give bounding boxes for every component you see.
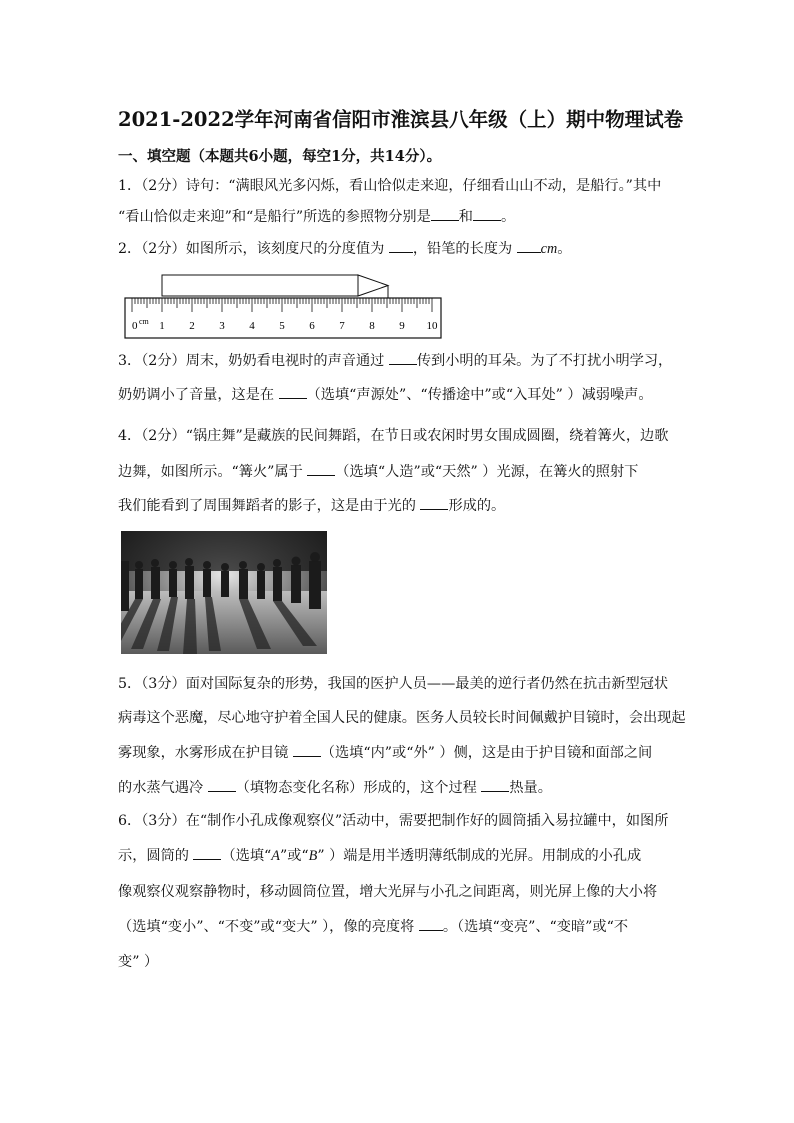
ruler-label: 4 bbox=[249, 320, 255, 332]
q5-line-4: 的水蒸气遇冷 （填物态变化名称）形成的，这个过程 热量。 bbox=[118, 780, 552, 796]
q4-line-1: 4．（2分）“锅庄舞”是藏族的民间舞蹈，在节日或农闲时男女围成圆圈，绕着篝火，边歌 bbox=[118, 428, 669, 444]
answer-blank bbox=[279, 386, 307, 399]
answer-blank bbox=[481, 779, 509, 792]
q4-line-3: 我们能看到了周围舞蹈者的影子，这是由于光的 形成的。 bbox=[118, 498, 506, 514]
q6-line-5: 变” ） bbox=[118, 954, 159, 970]
bonfire-dance-photo bbox=[121, 531, 327, 654]
ruler-label: 1 bbox=[159, 320, 165, 332]
ruler-body bbox=[125, 298, 441, 338]
ruler-pencil-figure bbox=[124, 268, 444, 340]
answer-blank bbox=[293, 744, 321, 757]
q6-line-1: 6．（3分）在“制作小孔成像观察仪”活动中，需要把制作好的圆筒插入易拉罐中，如图所 bbox=[118, 813, 669, 829]
ruler-label: 0 bbox=[132, 320, 138, 332]
q6-line-2: 示，圆筒的 （选填“A”或“B” ）端是用半透明薄纸制成的光屏。用制成的小孔成 bbox=[118, 848, 642, 864]
ruler-label: 8 bbox=[369, 320, 375, 332]
ruler-label: 3 bbox=[219, 320, 225, 332]
ruler-label: 6 bbox=[309, 320, 315, 332]
ruler-label: 10 bbox=[426, 320, 438, 332]
q1-line-2: “看山恰似走来迎”和“是船行”所选的参照物分别是 和 。 bbox=[118, 209, 516, 225]
q3-line-1: 3．（2分）周末，奶奶看电视时的声音通过 传到小明的耳朵。为了不打扰小明学习， bbox=[118, 353, 673, 369]
answer-blank bbox=[193, 847, 221, 860]
ruler-label: 2 bbox=[189, 320, 195, 332]
page-title: 2021-2022学年河南省信阳市淮滨县八年级（上）期中物理试卷 bbox=[118, 108, 684, 131]
answer-blank bbox=[473, 208, 501, 221]
ruler-unit-label: cm bbox=[139, 317, 149, 326]
answer-blank bbox=[307, 463, 335, 476]
pencil-shape bbox=[162, 275, 388, 298]
q3-line-2: 奶奶调小了音量，这是在 （选填“声源处”、“传播途中”或“入耳处” ）减弱噪声。 bbox=[118, 387, 653, 403]
q4-line-2: 边舞，如图所示。“篝火”属于 （选填“人造”或“天然” ）光源，在篝火的照射下 bbox=[118, 464, 639, 480]
answer-blank bbox=[517, 240, 541, 253]
ruler-label: 5 bbox=[279, 320, 285, 332]
answer-blank bbox=[431, 208, 459, 221]
ruler-label: 7 bbox=[339, 320, 345, 332]
q6-line-4: （选填“变小”、“不变”或“变大” ），像的亮度将 。（选填“变亮”、“变暗”或“不 bbox=[118, 919, 629, 935]
answer-blank bbox=[419, 918, 443, 931]
q1-line-1: 1．（2分）诗句：“满眼风光多闪烁，看山恰似走来迎，仔细看山山不动，是船行。”其中 bbox=[118, 178, 662, 194]
answer-blank bbox=[420, 497, 448, 510]
ruler-label: 9 bbox=[399, 320, 405, 332]
q5-line-1: 5．（3分）面对国际复杂的形势，我国的医护人员——最美的逆行者仍然在抗击新型冠状 bbox=[118, 676, 669, 692]
section-heading: 一、填空题（本题共6小题，每空1分，共14分）。 bbox=[118, 148, 442, 165]
answer-blank bbox=[208, 779, 236, 792]
answer-blank bbox=[389, 352, 417, 365]
q5-line-3: 雾现象，水雾形成在护目镜 （选填“内”或“外” ）侧，这是由于护目镜和面部之间 bbox=[118, 745, 653, 761]
q5-line-2: 病毒这个恶魔，尽心地守护着全国人民的健康。医务人员较长时间佩戴护目镜时，会出现起 bbox=[118, 710, 686, 726]
q6-line-3: 像观察仪观察静物时，移动圆筒位置，增大光屏与小孔之间距离，则光屏上像的大小将 bbox=[118, 884, 658, 900]
answer-blank bbox=[389, 240, 413, 253]
q2-line-1: 2．（2分）如图所示，该刻度尺的分度值为 ，铅笔的长度为 cm。 bbox=[118, 241, 572, 257]
